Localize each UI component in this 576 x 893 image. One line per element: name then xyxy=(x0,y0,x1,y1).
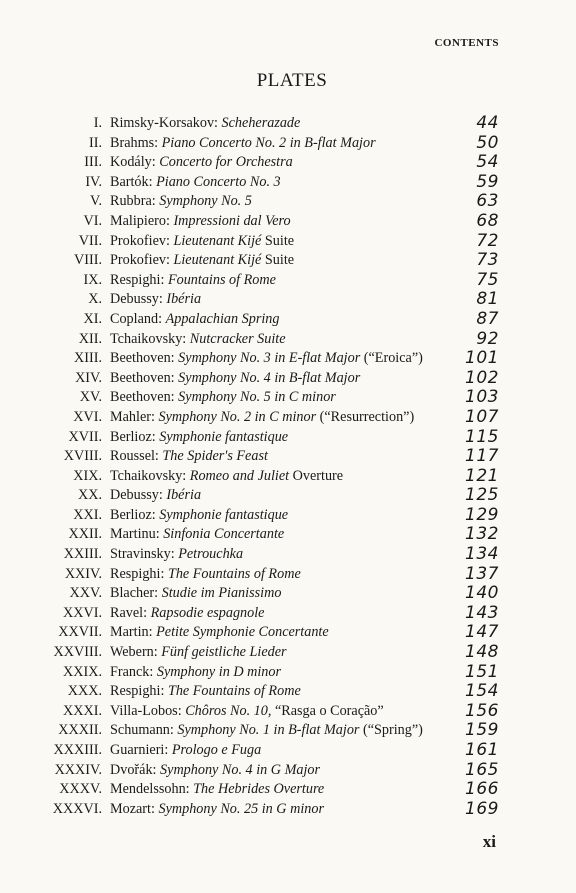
plate-page-number: 68 xyxy=(476,210,499,231)
plate-page-number: 132 xyxy=(465,524,499,545)
plate-work: Symphony No. 3 in E-flat Major xyxy=(178,350,361,367)
plate-composer: Respighi: xyxy=(110,565,168,582)
plate-composer: Roussel: xyxy=(110,448,163,465)
plate-work: Ibéria xyxy=(166,487,202,504)
plate-page-number: 148 xyxy=(465,642,499,663)
plate-entry xyxy=(110,290,201,310)
plate-composer: Franck: xyxy=(110,663,157,680)
plate-number: XVIII. xyxy=(63,448,102,465)
plate-composer: Kodály: xyxy=(110,154,160,171)
list-item xyxy=(0,251,576,271)
plate-work: Piano Concerto No. 2 in B-flat Major xyxy=(161,134,376,151)
list-item xyxy=(0,682,576,702)
list-item xyxy=(0,232,576,252)
plate-composer: Respighi: xyxy=(110,683,168,700)
plate-composer: Villa-Lobos: xyxy=(110,702,186,719)
plate-composer: Beethoven: xyxy=(110,350,179,367)
list-item xyxy=(0,604,576,624)
plate-entry xyxy=(110,623,329,643)
plate-number: IV. xyxy=(85,173,102,190)
list-item xyxy=(0,428,576,448)
plate-entry xyxy=(110,800,324,820)
plate-number: XXV. xyxy=(69,585,102,602)
list-item xyxy=(0,192,576,212)
plate-entry xyxy=(110,271,276,291)
list-item xyxy=(0,525,576,545)
plate-number: XXXIII. xyxy=(53,742,102,758)
plate-number: X. xyxy=(88,291,102,308)
plate-entry xyxy=(110,349,423,369)
plate-entry xyxy=(110,134,376,154)
page-folio: xi xyxy=(482,832,496,851)
plate-entry xyxy=(110,173,281,193)
list-item xyxy=(0,486,576,506)
list-item xyxy=(0,369,576,389)
plate-number: XXVII. xyxy=(58,624,102,641)
plate-number: XXXII. xyxy=(58,722,102,739)
plate-work: Symphony No. 2 in C minor xyxy=(158,408,317,425)
plate-work: Prologo e Fuga xyxy=(171,742,262,758)
plate-page-number: 87 xyxy=(476,308,499,329)
plate-number: V. xyxy=(90,193,102,210)
plate-page-number: 147 xyxy=(465,622,499,643)
plate-page-number: 102 xyxy=(465,367,499,388)
plate-work: Symphony No. 25 in G minor xyxy=(158,800,324,817)
plate-number: XXXIV. xyxy=(54,761,102,778)
plate-suffix: Suite xyxy=(261,252,295,269)
plate-composer: Beethoven: xyxy=(110,389,179,406)
plate-composer: Debussy: xyxy=(110,487,167,504)
plate-number: XXI. xyxy=(73,506,102,523)
plate-entry xyxy=(110,741,261,761)
plate-entry xyxy=(110,428,288,448)
list-item xyxy=(0,349,576,369)
plate-composer: Blacher: xyxy=(110,585,162,602)
plate-composer: Stravinsky: xyxy=(110,546,179,563)
plate-number: XIX. xyxy=(73,467,102,484)
plate-number: XII. xyxy=(78,330,102,347)
plate-entry xyxy=(110,682,301,702)
plate-work: The Fountains of Rome xyxy=(167,683,301,700)
list-item xyxy=(0,800,576,820)
plate-work: Scheherazade xyxy=(221,115,301,131)
plate-composer: Webern: xyxy=(110,644,162,661)
plate-page-number: 129 xyxy=(465,504,499,525)
list-item xyxy=(0,271,576,291)
plate-page-number: 54 xyxy=(476,152,499,173)
plate-composer: Mendelssohn: xyxy=(110,781,194,798)
plate-work: The Fountains of Rome xyxy=(167,565,301,582)
plate-work: Appalachian Spring xyxy=(165,310,280,327)
plate-composer: Berlioz: xyxy=(110,428,160,445)
list-item xyxy=(0,290,576,310)
plate-work: Sinfonia Concertante xyxy=(163,526,285,543)
plate-page-number: 72 xyxy=(476,230,499,251)
page-title: PLATES xyxy=(256,70,328,91)
plate-work: Nutcracker Suite xyxy=(189,330,286,347)
plate-work: Fountains of Rome xyxy=(167,271,276,288)
plate-work: Chôros No. 10, xyxy=(185,702,272,719)
plate-work: Ibéria xyxy=(166,291,202,308)
plate-page-number: 159 xyxy=(465,720,499,741)
plate-number: III. xyxy=(84,154,102,171)
plate-number: II. xyxy=(89,134,102,151)
plate-composer: Tchaikovsky: xyxy=(110,330,190,347)
list-item xyxy=(0,741,576,761)
plate-composer: Rubbra: xyxy=(110,193,160,210)
plate-number: XV. xyxy=(79,389,102,406)
list-item xyxy=(0,447,576,467)
plate-entry xyxy=(110,114,300,134)
list-item xyxy=(0,114,576,134)
plate-entry xyxy=(110,310,279,330)
plate-work: Symphony No. 5 in C minor xyxy=(178,389,336,406)
plate-page-number: 134 xyxy=(465,544,499,565)
plate-suffix: (“Spring”) xyxy=(359,722,423,739)
list-item xyxy=(0,663,576,683)
plate-composer: Brahms: xyxy=(110,134,162,151)
list-item xyxy=(0,388,576,408)
plate-entry xyxy=(110,780,324,800)
plate-work: Symphony in D minor xyxy=(156,663,282,680)
plate-work: Petite Symphonie Concertante xyxy=(156,624,329,641)
plate-page-number: 137 xyxy=(465,563,499,584)
plate-number: XXXVI. xyxy=(52,800,102,817)
plate-entry xyxy=(110,408,414,428)
plate-page-number: 125 xyxy=(465,485,499,506)
plate-entry xyxy=(110,153,293,173)
plate-composer: Dvořák: xyxy=(110,761,161,778)
plate-number: XXIX. xyxy=(62,663,102,680)
plate-page-number: 169 xyxy=(465,798,499,819)
plate-entry xyxy=(110,545,243,565)
plate-page-number: 63 xyxy=(476,191,499,212)
plate-number: XXII. xyxy=(68,526,102,543)
plate-page-number: 107 xyxy=(465,406,499,427)
plate-page-number: 73 xyxy=(476,250,499,271)
plate-suffix: Suite xyxy=(261,232,295,249)
plate-entry xyxy=(110,663,281,683)
plate-composer: Mahler: xyxy=(110,408,159,425)
plate-number: IX. xyxy=(83,271,102,288)
plate-composer: Respighi: xyxy=(110,271,168,288)
plate-number: XVII. xyxy=(68,428,102,445)
plate-page-number: 59 xyxy=(476,171,499,192)
plate-work: Fünf geistliche Lieder xyxy=(161,644,287,661)
plate-number: I. xyxy=(93,115,102,131)
plate-entry xyxy=(110,565,301,585)
plate-entry xyxy=(110,584,281,604)
plate-composer: Debussy: xyxy=(110,291,167,308)
plate-number: XX. xyxy=(77,487,102,504)
plate-entry xyxy=(110,604,264,624)
plate-entry xyxy=(110,447,268,467)
plate-composer: Guarnieri: xyxy=(110,742,172,758)
plate-composer: Schumann: xyxy=(110,722,178,739)
plate-entry xyxy=(110,761,320,781)
plate-composer: Martinu: xyxy=(110,526,164,543)
plate-suffix: (“Resurrection”) xyxy=(316,408,415,425)
list-item xyxy=(0,506,576,526)
plate-entry xyxy=(110,192,252,212)
plate-page-number: 140 xyxy=(465,583,499,604)
plate-number: XXVI. xyxy=(62,604,102,621)
plate-work: Symphony No. 4 in G Major xyxy=(160,761,321,778)
plate-work: The Spider's Feast xyxy=(162,448,268,465)
plate-number: XXIII. xyxy=(63,546,102,563)
list-item xyxy=(0,584,576,604)
plate-composer: Beethoven: xyxy=(110,369,179,386)
plate-composer: Prokofiev: xyxy=(110,232,174,249)
list-item xyxy=(0,467,576,487)
list-item xyxy=(0,643,576,663)
plate-composer: Copland: xyxy=(110,310,166,327)
plate-page-number: 156 xyxy=(465,700,499,721)
plate-composer: Ravel: xyxy=(110,604,151,621)
plate-work: Symphonie fantastique xyxy=(159,506,289,523)
plate-work: Studie im Pianissimo xyxy=(161,585,282,602)
plate-composer: Rimsky-Korsakov: xyxy=(110,115,222,131)
list-item xyxy=(0,134,576,154)
list-item xyxy=(0,565,576,585)
plate-work: Symphony No. 1 in B-flat Major xyxy=(177,722,360,739)
plate-page-number: 50 xyxy=(476,132,499,153)
plate-work: Romeo and Juliet xyxy=(189,467,290,484)
plate-page-number: 143 xyxy=(465,602,499,623)
plate-number: XXVIII. xyxy=(53,644,102,661)
plate-entry xyxy=(110,702,384,722)
plate-page-number: 92 xyxy=(476,328,499,349)
list-item xyxy=(0,408,576,428)
plate-work: The Hebrides Overture xyxy=(193,781,325,798)
running-head: CONTENTS xyxy=(434,37,499,49)
plate-work: Petrouchka xyxy=(178,546,244,563)
list-item xyxy=(0,310,576,330)
plate-work: Concerto for Orchestra xyxy=(159,154,293,171)
plate-work: Piano Concerto No. 3 xyxy=(156,173,281,190)
plate-page-number: 81 xyxy=(476,289,499,310)
list-item xyxy=(0,153,576,173)
plate-page-number: 44 xyxy=(476,113,499,133)
plate-work: Lieutenant Kijé xyxy=(173,232,262,249)
plate-entry xyxy=(110,721,423,741)
plate-entry xyxy=(110,330,286,350)
list-item xyxy=(0,212,576,232)
plate-number: VII. xyxy=(78,232,102,249)
list-item xyxy=(0,721,576,741)
plate-entry xyxy=(110,369,360,389)
plate-composer: Bartók: xyxy=(110,173,157,190)
plate-page-number: 115 xyxy=(465,426,499,447)
plate-page-number: 166 xyxy=(465,779,499,800)
plate-composer: Mozart: xyxy=(110,800,159,817)
plate-number: XIV. xyxy=(75,369,102,386)
plate-composer: Martin: xyxy=(110,624,157,641)
list-item xyxy=(0,702,576,722)
plate-page-number: 117 xyxy=(465,446,499,467)
plate-entry xyxy=(110,643,287,663)
plate-number: XIII. xyxy=(74,350,102,367)
plate-number: XXX. xyxy=(67,683,102,700)
plate-entry xyxy=(110,486,201,506)
plate-suffix: (“Eroica”) xyxy=(360,350,423,367)
plate-work: Symphonie fantastique xyxy=(159,428,289,445)
plate-page-number: 121 xyxy=(465,465,499,486)
list-item xyxy=(0,545,576,565)
plate-entry xyxy=(110,467,343,487)
plate-work: Rapsodie espagnole xyxy=(150,604,265,621)
plate-page-number: 165 xyxy=(465,759,499,780)
plate-composer: Tchaikovsky: xyxy=(110,467,190,484)
plate-number: XXIV. xyxy=(64,565,102,582)
list-item xyxy=(0,623,576,643)
plate-number: XXXV. xyxy=(59,781,102,798)
plate-entry xyxy=(110,212,291,232)
plate-composer: Prokofiev: xyxy=(110,252,174,269)
plate-page-number: 151 xyxy=(465,661,499,682)
plate-entry xyxy=(110,525,284,545)
plate-work: Impressioni dal Vero xyxy=(173,212,291,229)
list-item xyxy=(0,330,576,350)
plate-page-number: 154 xyxy=(465,681,499,702)
plate-page-number: 101 xyxy=(465,348,499,369)
plate-page-number: 161 xyxy=(465,740,499,760)
plate-suffix: Overture xyxy=(289,467,344,484)
plate-work: Lieutenant Kijé xyxy=(173,252,262,269)
plate-number: XXXI. xyxy=(62,702,102,719)
plate-entry xyxy=(110,251,294,271)
plate-work: Symphony No. 4 in B-flat Major xyxy=(178,369,361,386)
plate-number: XVI. xyxy=(73,408,102,425)
plate-page-number: 75 xyxy=(476,269,499,290)
plate-number: VIII. xyxy=(74,252,102,269)
plate-number: VI. xyxy=(83,212,102,229)
plate-suffix: “Rasga o Coração” xyxy=(271,702,384,719)
plate-number: XI. xyxy=(83,310,102,327)
list-item xyxy=(0,761,576,781)
plates-list xyxy=(0,114,576,819)
plate-entry xyxy=(110,388,336,408)
plate-entry xyxy=(110,232,294,252)
plate-page-number: 103 xyxy=(465,387,499,408)
list-item xyxy=(0,173,576,193)
plate-work: Symphony No. 5 xyxy=(159,193,252,210)
plate-entry xyxy=(110,506,288,526)
plate-composer: Berlioz: xyxy=(110,506,160,523)
list-item xyxy=(0,780,576,800)
plate-composer: Malipiero: xyxy=(110,212,174,229)
